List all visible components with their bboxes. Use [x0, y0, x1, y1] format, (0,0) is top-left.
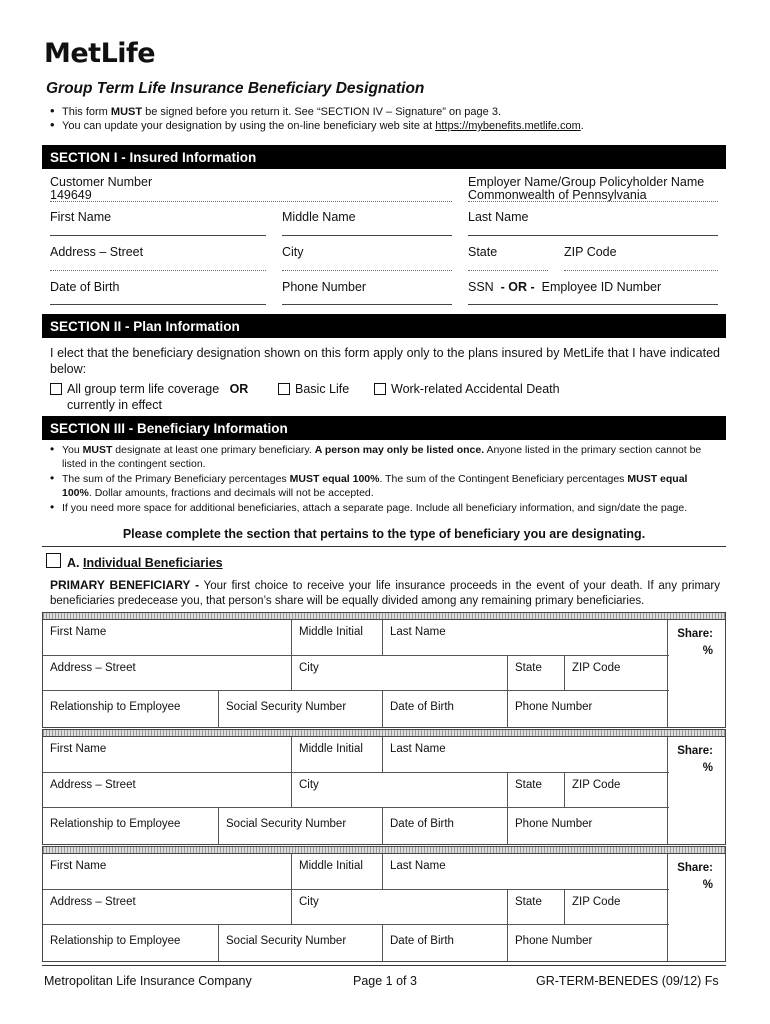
accidental-death-checkbox[interactable] — [374, 383, 386, 395]
ben3-phone[interactable]: Phone Number — [515, 935, 593, 947]
ben3-share[interactable]: Share: % — [667, 854, 725, 961]
individual-beneficiaries-heading: A. Individual Beneficiaries — [67, 556, 223, 570]
basic-life-checkbox[interactable] — [278, 383, 290, 395]
footer-page-number: Page 1 of 3 — [353, 974, 417, 988]
beneficiary-website-link[interactable]: https://mybenefits.metlife.com — [435, 120, 581, 132]
customer-number-label: Customer Number — [50, 175, 153, 189]
ben2-dob[interactable]: Date of Birth — [383, 808, 508, 845]
ben2-relationship[interactable]: Relationship to Employee — [43, 808, 219, 845]
ben1-city[interactable]: City — [292, 656, 508, 691]
beneficiary-1-block — [42, 620, 726, 728]
ben1-phone[interactable]: Phone Number — [515, 701, 593, 713]
ben1-relationship[interactable]: Relationship to Employee — [43, 691, 219, 728]
primary-beneficiary-text: PRIMARY BENEFICIARY - Your first choice to receive your life insurance proceeds in the event of your death. If any primary beneficiaries predecease you, that person’s share will be equally divided among any remaining primary beneficiaries. — [50, 578, 721, 607]
ben2-state[interactable]: State — [508, 773, 565, 808]
ben1-middle-initial[interactable]: Middle Initial — [292, 620, 383, 656]
insured-last-name-field[interactable] — [468, 235, 718, 236]
insured-last-name-label: Last Name — [468, 210, 529, 224]
ben2-middle-initial[interactable]: Middle Initial — [292, 737, 383, 773]
insured-phone-label: Phone Number — [282, 280, 367, 294]
employer-label: Employer Name/Group Policyholder Name — [468, 175, 705, 189]
note-item: • If you need more space for additional beneficiaries, attach a separate page. Include all beneficiary information, and sign/date the page. — [50, 502, 718, 516]
insured-first-name-field[interactable] — [50, 235, 266, 236]
ben3-first-name[interactable]: First Name — [43, 854, 292, 890]
insured-city-field[interactable] — [282, 270, 452, 271]
ben3-city[interactable]: City — [292, 890, 508, 925]
insured-middle-name-label: Middle Name — [282, 210, 356, 224]
footer-company: Metropolitan Life Insurance Company — [44, 974, 252, 988]
employer-value[interactable]: Commonwealth of Pennsylvania — [468, 188, 647, 202]
ben2-share[interactable]: Share: % — [667, 737, 725, 844]
hatch-divider — [42, 846, 726, 854]
ben2-zip[interactable]: ZIP Code — [565, 773, 669, 808]
ben1-last-name[interactable]: Last Name — [383, 620, 669, 656]
ben2-first-name[interactable]: First Name — [43, 737, 292, 773]
insured-address-label: Address – Street — [50, 245, 144, 259]
accidental-death-label: Work-related Accidental Death — [391, 382, 560, 396]
instruction-item: • This form MUST be signed before you return it. See “SECTION IV – Signature” on page 3. — [50, 105, 584, 119]
ben3-last-name[interactable]: Last Name — [383, 854, 669, 890]
insured-address-field[interactable] — [50, 270, 266, 271]
ben1-dob[interactable]: Date of Birth — [383, 691, 508, 728]
customer-number-field[interactable] — [50, 201, 452, 202]
ben1-share[interactable]: Share: % — [667, 620, 725, 727]
insured-phone-field[interactable] — [282, 304, 452, 305]
basic-life-label: Basic Life — [295, 382, 350, 396]
instruction-heading: Please complete the section that pertains to the type of beneficiary you are designating. — [122, 527, 646, 541]
footer-divider — [42, 965, 726, 966]
plan-election-text: I elect that the beneficiary designation shown on this form apply only to the plans insured by MetLife that I have indicated below: — [50, 346, 720, 376]
ben2-city[interactable]: City — [292, 773, 508, 808]
insured-dob-field[interactable] — [50, 304, 266, 305]
insured-first-name-label: First Name — [50, 210, 112, 224]
insured-city-label: City — [282, 245, 304, 259]
ben1-address[interactable]: Address – Street — [43, 656, 292, 691]
hatch-divider — [42, 612, 726, 620]
ben3-state[interactable]: State — [508, 890, 565, 925]
hatch-divider — [42, 729, 726, 737]
section-3-header: SECTION III - Beneficiary Information — [42, 416, 726, 440]
insured-dob-label: Date of Birth — [50, 280, 120, 294]
all-coverage-label-line2: currently in effect — [67, 398, 162, 412]
insured-state-label: State — [468, 245, 498, 259]
individual-beneficiaries-checkbox[interactable] — [46, 553, 61, 568]
insured-zip-field[interactable] — [564, 270, 718, 271]
ben3-ssn[interactable]: Social Security Number — [219, 925, 383, 962]
beneficiary-notes — [50, 444, 718, 518]
ben1-zip[interactable]: ZIP Code — [565, 656, 669, 691]
insured-zip-label: ZIP Code — [564, 245, 617, 259]
ben3-address[interactable]: Address – Street — [43, 890, 292, 925]
note-item: • The sum of the Primary Beneficiary percentages MUST equal 100%. The sum of the Contingent Beneficiary percentages MUST equal 100%. Dollar amounts, fractions and decimals will not be accepted. — [50, 473, 718, 500]
ben3-zip[interactable]: ZIP Code — [565, 890, 669, 925]
beneficiary-2-block — [42, 737, 726, 845]
metlife-logo: MetLife — [44, 38, 156, 69]
insured-ssn-id-label: SSN - OR - Employee ID Number — [468, 280, 662, 294]
all-coverage-checkbox[interactable] — [50, 383, 62, 395]
ben3-dob[interactable]: Date of Birth — [383, 925, 508, 962]
employer-field[interactable] — [468, 201, 718, 202]
ben2-last-name[interactable]: Last Name — [383, 737, 669, 773]
ben3-relationship[interactable]: Relationship to Employee — [43, 925, 219, 962]
ben2-phone[interactable]: Phone Number — [515, 818, 593, 830]
section-1-header: SECTION I - Insured Information — [42, 145, 726, 169]
instructions-list — [50, 105, 584, 133]
ben1-first-name[interactable]: First Name — [43, 620, 292, 656]
all-coverage-label: All group term life coverage OR — [67, 382, 249, 396]
ben1-state[interactable]: State — [508, 656, 565, 691]
insured-state-field[interactable] — [468, 270, 548, 271]
insured-ssn-field[interactable] — [468, 304, 718, 305]
instruction-item: • You can update your designation by using the on-line beneficiary web site at https://mybenefits.metlife.com. — [50, 119, 584, 133]
insured-middle-name-field[interactable] — [282, 235, 452, 236]
ben3-middle-initial[interactable]: Middle Initial — [292, 854, 383, 890]
page-title: Group Term Life Insurance Beneficiary Designation — [46, 80, 425, 97]
footer-form-id: GR-TERM-BENEDES (09/12) Fs — [536, 974, 719, 988]
ben2-ssn[interactable]: Social Security Number — [219, 808, 383, 845]
note-item: • You MUST designate at least one primary beneficiary. A person may only be listed once. Anyone listed in the primary section cannot be listed in the contingent section. — [50, 444, 718, 471]
beneficiary-3-block — [42, 854, 726, 962]
customer-number-value[interactable]: 149649 — [50, 188, 92, 202]
ben1-ssn[interactable]: Social Security Number — [219, 691, 383, 728]
ben2-address[interactable]: Address – Street — [43, 773, 292, 808]
section-2-header: SECTION II - Plan Information — [42, 314, 726, 338]
divider — [42, 546, 726, 547]
